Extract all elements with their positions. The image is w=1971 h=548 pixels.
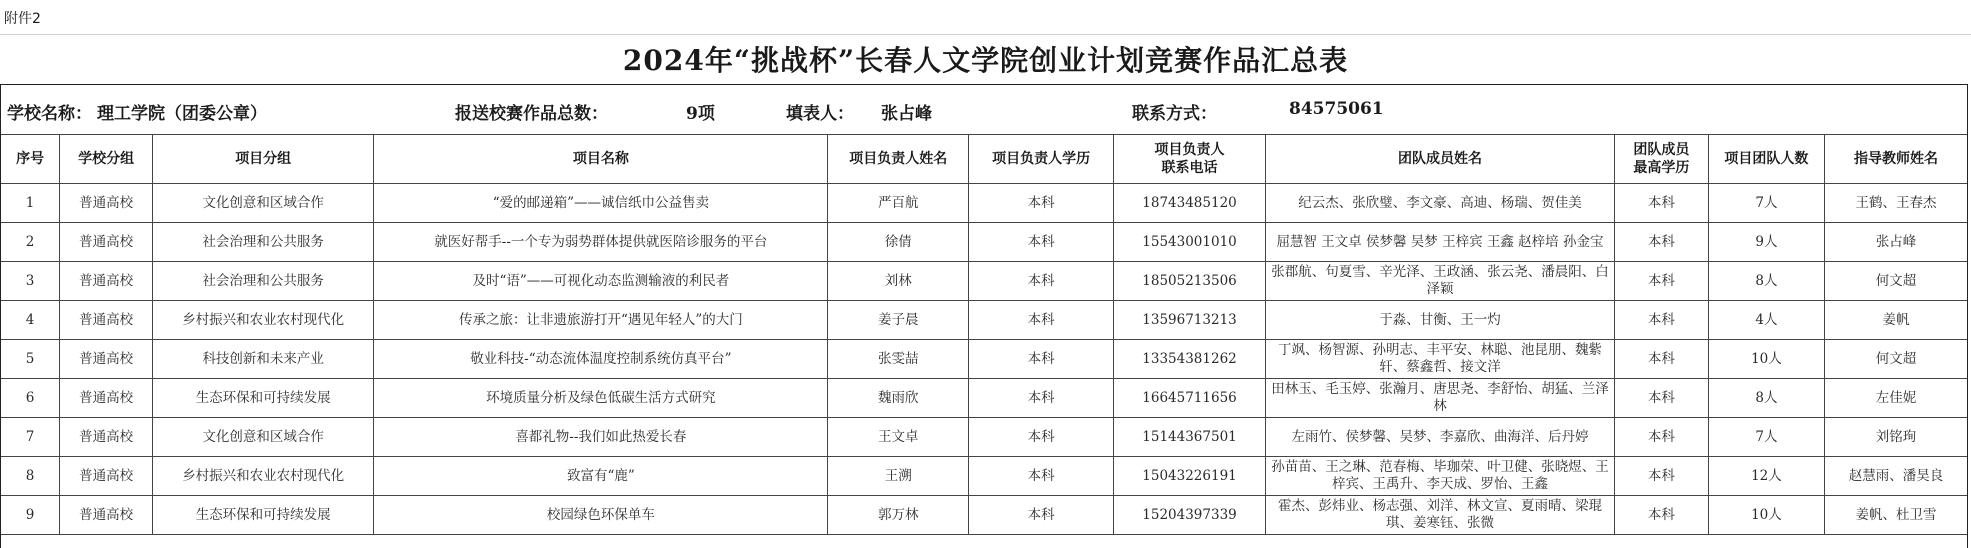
cell-school-group: 普通高校 xyxy=(60,340,153,379)
cell-advisor: 何文超 xyxy=(1825,340,1968,379)
cell-members: 张郡航、句夏雪、辛光泽、王政涵、张云尧、潘晨阳、白泽颖 xyxy=(1266,262,1615,301)
cell-leader-name: 严百航 xyxy=(828,184,969,223)
cell-members-education: 本科 xyxy=(1614,340,1708,379)
header-project-group: 项目分组 xyxy=(153,135,374,184)
cell-team-size: 8人 xyxy=(1708,379,1824,418)
header-team-size: 项目团队人数 xyxy=(1708,135,1824,184)
table-row xyxy=(1,262,1968,301)
table-row xyxy=(1,223,1968,262)
cell-leader-education: 本科 xyxy=(969,340,1114,379)
cell-members-education: 本科 xyxy=(1614,418,1708,457)
cell-members-education: 本科 xyxy=(1614,184,1708,223)
cell-advisor: 刘铭珣 xyxy=(1825,418,1968,457)
cell-project-group: 科技创新和未来产业 xyxy=(153,340,374,379)
cell-leader-name: 王文卓 xyxy=(828,418,969,457)
cell-leader-name: 魏雨欣 xyxy=(828,379,969,418)
header-project-name: 项目名称 xyxy=(374,135,828,184)
cell-leader-phone: 13354381262 xyxy=(1114,340,1266,379)
cell-leader-name: 徐倩 xyxy=(828,223,969,262)
cell-project-group: 生态环保和可持续发展 xyxy=(153,496,374,535)
cell-index: 7 xyxy=(1,418,60,457)
header-members: 团队成员姓名 xyxy=(1266,135,1615,184)
cell-project-group: 乡村振兴和农业农村现代化 xyxy=(153,457,374,496)
header-index: 序号 xyxy=(1,135,60,184)
filler-value: 张占峰 xyxy=(881,104,932,124)
cell-school-group: 普通高校 xyxy=(60,457,153,496)
summary-table xyxy=(0,134,1968,535)
cell-index: 2 xyxy=(1,223,60,262)
cell-project-name: “爱的邮递箱”——诚信纸巾公益售卖 xyxy=(374,184,828,223)
cell-members-education: 本科 xyxy=(1614,379,1708,418)
cell-project-group: 生态环保和可持续发展 xyxy=(153,379,374,418)
cell-index: 5 xyxy=(1,340,60,379)
cell-project-group: 文化创意和区域合作 xyxy=(153,418,374,457)
page-title: 2024年“挑战杯”长春人文学院创业计划竞赛作品汇总表 xyxy=(0,34,1971,83)
cell-advisor: 王鹤、王春杰 xyxy=(1825,184,1968,223)
cell-team-size: 7人 xyxy=(1708,184,1824,223)
cell-members-education: 本科 xyxy=(1614,262,1708,301)
cell-leader-phone: 15043226191 xyxy=(1114,457,1266,496)
table-row xyxy=(1,496,1968,535)
table-row xyxy=(1,340,1968,379)
cell-members: 霍杰、彭炜业、杨志强、刘洋、林文宣、夏雨晴、梁琨琪、姜寒钰、张微 xyxy=(1266,496,1615,535)
cell-index: 6 xyxy=(1,379,60,418)
cell-leader-education: 本科 xyxy=(969,457,1114,496)
cell-leader-name: 郭万林 xyxy=(828,496,969,535)
count-label: 报送校赛作品总数： xyxy=(455,104,608,124)
cell-project-name: 喜都礼物--我们如此热爱长春 xyxy=(374,418,828,457)
cell-members-education: 本科 xyxy=(1614,457,1708,496)
cell-advisor: 张占峰 xyxy=(1825,223,1968,262)
cell-project-name: 传承之旅：让非遗旅游打开“遇见年轻人”的大门 xyxy=(374,301,828,340)
cell-project-name: 校园绿色环保单车 xyxy=(374,496,828,535)
header-leader-phone: 项目负责人 联系电话 xyxy=(1114,135,1266,184)
cell-leader-name: 张雯喆 xyxy=(828,340,969,379)
cell-members: 丁飒、杨智源、孙明志、丰平安、林聪、池昆朋、魏紫轩、蔡鑫哲、接文洋 xyxy=(1266,340,1615,379)
cell-index: 1 xyxy=(1,184,60,223)
cell-advisor: 姜帆、杜卫雪 xyxy=(1825,496,1968,535)
cell-project-group: 社会治理和公共服务 xyxy=(153,262,374,301)
cell-members-education: 本科 xyxy=(1614,301,1708,340)
cell-members: 左雨竹、侯梦馨、吴梦、李嘉欣、曲海洋、后丹婷 xyxy=(1266,418,1615,457)
cell-advisor: 姜帆 xyxy=(1825,301,1968,340)
cell-leader-name: 王溯 xyxy=(828,457,969,496)
cell-team-size: 7人 xyxy=(1708,418,1824,457)
cell-team-size: 4人 xyxy=(1708,301,1824,340)
cell-index: 3 xyxy=(1,262,60,301)
contact-value: 84575061 xyxy=(1289,99,1384,119)
table-row xyxy=(1,379,1968,418)
cell-leader-education: 本科 xyxy=(969,496,1114,535)
header-members-education: 团队成员 最高学历 xyxy=(1614,135,1708,184)
cell-members: 孙苗苗、王之琳、范春梅、毕珈荣、叶卫健、张晓煜、王梓宾、王禹升、李天成、罗怡、王鑫 xyxy=(1266,457,1615,496)
cell-project-group: 乡村振兴和农业农村现代化 xyxy=(153,301,374,340)
school-value: 理工学院（团委公章） xyxy=(97,104,267,124)
cell-project-name: 敬业科技-“动态流体温度控制系统仿真平台” xyxy=(374,340,828,379)
table-row xyxy=(1,184,1968,223)
contact-label: 联系方式： xyxy=(1132,104,1217,124)
table-row xyxy=(1,301,1968,340)
cell-school-group: 普通高校 xyxy=(60,262,153,301)
cell-school-group: 普通高校 xyxy=(60,223,153,262)
cell-team-size: 10人 xyxy=(1708,340,1824,379)
cell-leader-phone: 13596713213 xyxy=(1114,301,1266,340)
cell-team-size: 8人 xyxy=(1708,262,1824,301)
cell-project-group: 文化创意和区域合作 xyxy=(153,184,374,223)
cell-team-size: 12人 xyxy=(1708,457,1824,496)
cell-leader-education: 本科 xyxy=(969,379,1114,418)
table-row xyxy=(1,418,1968,457)
cell-leader-phone: 18505213506 xyxy=(1114,262,1266,301)
cell-leader-education: 本科 xyxy=(969,418,1114,457)
table-row xyxy=(1,457,1968,496)
cell-leader-phone: 15144367501 xyxy=(1114,418,1266,457)
cell-project-group: 社会治理和公共服务 xyxy=(153,223,374,262)
cell-team-size: 10人 xyxy=(1708,496,1824,535)
cell-project-name: 就医好帮手--一个专为弱势群体提供就医陪诊服务的平台 xyxy=(374,223,828,262)
cell-project-name: 致富有“鹿” xyxy=(374,457,828,496)
cell-members-education: 本科 xyxy=(1614,223,1708,262)
cell-advisor: 左佳妮 xyxy=(1825,379,1968,418)
cell-members: 田林玉、毛玉婷、张瀚月、唐思尧、李舒怡、胡猛、兰泽林 xyxy=(1266,379,1615,418)
cell-leader-phone: 15204397339 xyxy=(1114,496,1266,535)
cell-members-education: 本科 xyxy=(1614,496,1708,535)
cell-members: 于淼、甘衡、王一灼 xyxy=(1266,301,1615,340)
cell-leader-name: 姜子晨 xyxy=(828,301,969,340)
cell-leader-phone: 16645711656 xyxy=(1114,379,1266,418)
cell-school-group: 普通高校 xyxy=(60,301,153,340)
filler-label: 填表人： xyxy=(786,104,854,124)
cell-leader-phone: 18743485120 xyxy=(1114,184,1266,223)
info-bar xyxy=(0,84,1968,134)
cell-school-group: 普通高校 xyxy=(60,379,153,418)
cell-leader-education: 本科 xyxy=(969,301,1114,340)
cell-leader-education: 本科 xyxy=(969,184,1114,223)
header-leader-education: 项目负责人学历 xyxy=(969,135,1114,184)
cell-advisor: 赵慧雨、潘昊良 xyxy=(1825,457,1968,496)
header-school-group: 学校分组 xyxy=(60,135,153,184)
cell-index: 4 xyxy=(1,301,60,340)
header-leader-name: 项目负责人姓名 xyxy=(828,135,969,184)
cell-leader-name: 刘林 xyxy=(828,262,969,301)
cell-school-group: 普通高校 xyxy=(60,184,153,223)
cell-project-name: 环境质量分析及绿色低碳生活方式研究 xyxy=(374,379,828,418)
cell-advisor: 何文超 xyxy=(1825,262,1968,301)
cell-members: 纪云杰、张欣璧、李文豪、高迪、杨瑞、贺佳美 xyxy=(1266,184,1615,223)
cell-school-group: 普通高校 xyxy=(60,496,153,535)
count-value: 9项 xyxy=(686,104,715,124)
attachment-label: 附件2 xyxy=(4,11,41,27)
cell-members: 屈慧智 王文卓 侯梦馨 吴梦 王梓宾 王鑫 赵梓培 孙金宝 xyxy=(1266,223,1615,262)
cell-project-name: 及时“语”——可视化动态监测输液的利民者 xyxy=(374,262,828,301)
cell-school-group: 普通高校 xyxy=(60,418,153,457)
header-advisor: 指导教师姓名 xyxy=(1825,135,1968,184)
cell-index: 8 xyxy=(1,457,60,496)
cell-team-size: 9人 xyxy=(1708,223,1824,262)
cell-leader-education: 本科 xyxy=(969,223,1114,262)
cell-leader-phone: 15543001010 xyxy=(1114,223,1266,262)
school-label: 学校名称： xyxy=(7,104,92,124)
cell-leader-education: 本科 xyxy=(969,262,1114,301)
cell-index: 9 xyxy=(1,496,60,535)
